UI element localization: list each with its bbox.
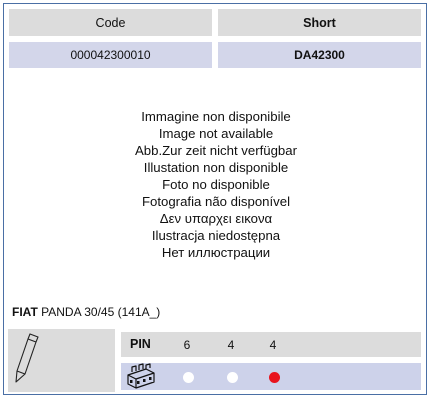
unavailable-pl: Ilustracja niedostępna xyxy=(151,228,281,243)
edit-box[interactable] xyxy=(8,329,115,392)
unavailable-fr: Illustation non disponible xyxy=(143,160,289,175)
vehicle-make: FIAT xyxy=(12,305,38,319)
pin-count-1: 6 xyxy=(183,338,191,352)
pin-label: PIN xyxy=(130,337,151,351)
unavailable-pt: Fotografia não disponível xyxy=(141,194,291,209)
unavailable-el: Δεν υπαρχει εικονα xyxy=(159,211,273,226)
code-header xyxy=(9,9,212,36)
vehicle-model: PANDA 30/45 (141A_) xyxy=(41,305,161,319)
short-header-label: Short xyxy=(303,15,336,30)
connector-icon xyxy=(124,363,158,390)
connector-row xyxy=(121,363,421,390)
product-card xyxy=(3,3,427,395)
image-unavailable-message xyxy=(4,108,428,261)
code-cell xyxy=(9,42,212,68)
pin-indicator-1 xyxy=(183,372,194,383)
unavailable-it: Immagine non disponibile xyxy=(141,109,291,124)
pin-indicator-3 xyxy=(269,372,280,383)
short-value[interactable]: DA42300 xyxy=(294,48,345,62)
code-value[interactable]: 000042300010 xyxy=(70,48,151,62)
short-header xyxy=(218,9,421,36)
unavailable-en: Image not available xyxy=(158,126,274,141)
unavailable-es: Foto no disponible xyxy=(162,177,270,192)
pin-count-2: 4 xyxy=(227,338,235,352)
unavailable-ru: Нет иллюстрации xyxy=(161,245,271,260)
pin-count-3: 4 xyxy=(269,338,277,352)
code-header-label: Code xyxy=(95,15,126,30)
vehicle-label xyxy=(12,305,160,319)
pin-row xyxy=(121,332,421,357)
unavailable-de: Abb.Zur zeit nicht verfügbar xyxy=(135,143,297,158)
pin-indicator-2 xyxy=(227,372,238,383)
pencil-icon[interactable] xyxy=(8,329,115,392)
short-cell xyxy=(218,42,421,68)
